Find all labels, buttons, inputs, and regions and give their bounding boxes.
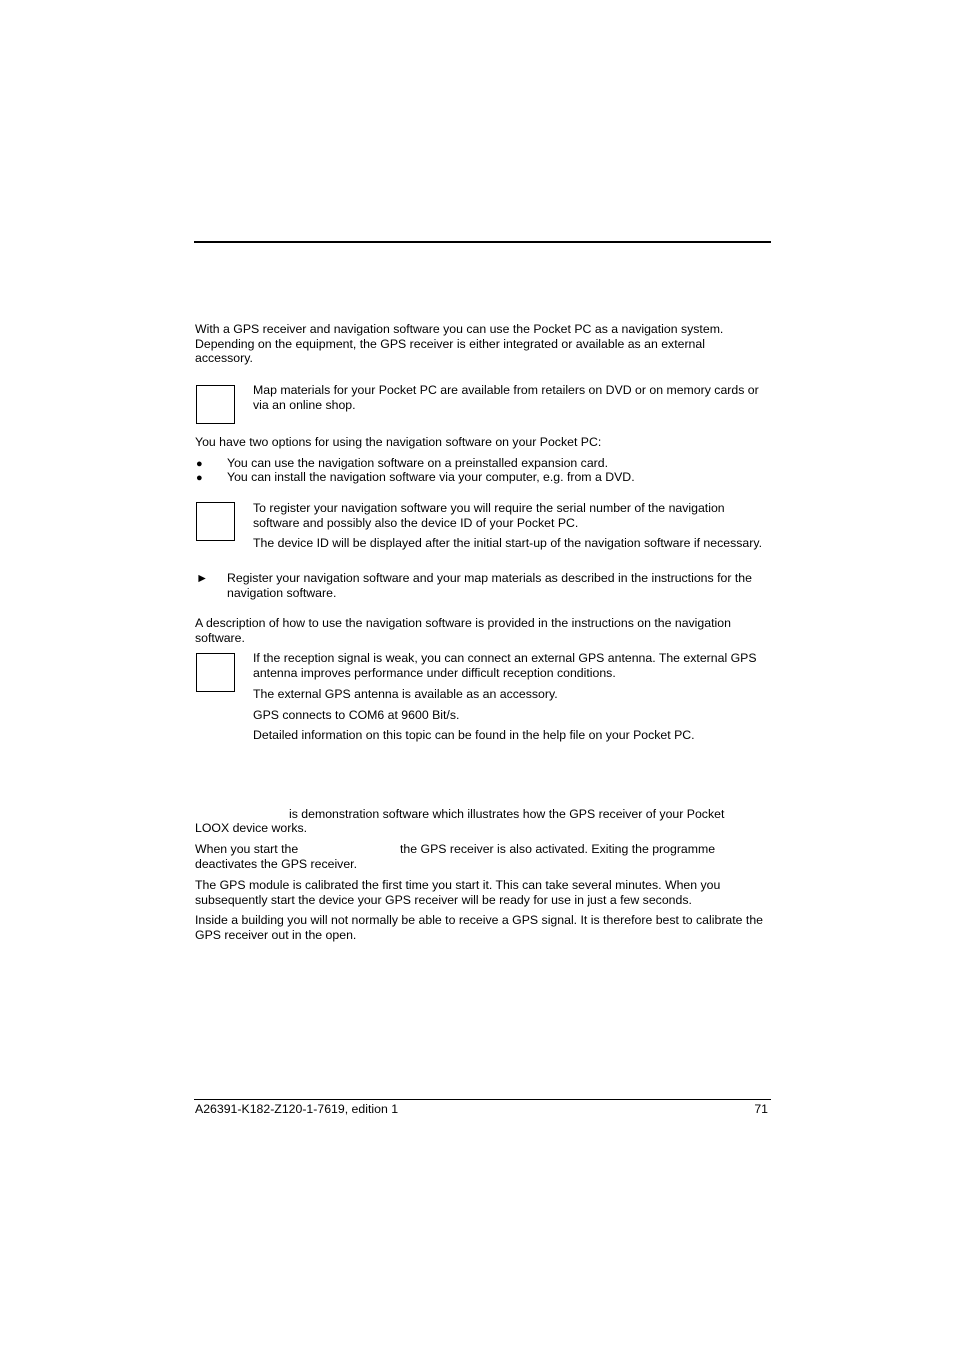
step-arrow-icon: ► (196, 571, 209, 585)
demo-start-c: deactivates the GPS receiver. (195, 857, 357, 871)
bullet-icon: ● (196, 472, 203, 484)
note2-para1: To register your navigation software you will require the serial number of the navigation software and possibly also the device ID of your Pocket PC. (253, 501, 725, 530)
demo-start-b: the GPS receiver is also activated. Exiting the programme (400, 842, 716, 856)
page-number: 71 (754, 1102, 768, 1116)
calibration-paragraph: The GPS module is calibrated the first time you start it. This can take several minutes. When you subsequently start the device your GPS receiver will be ready for use in just a few seconds. (195, 878, 721, 907)
note3-para1: If the reception signal is weak, you can connect an external GPS antenna. The external GPS antenna improves performance under difficult reception conditions. (253, 651, 757, 680)
note3-para3: GPS connects to COM6 at 9600 Bit/s. (253, 708, 460, 722)
option-item: You can use the navigation software on a preinstalled expansion card. (227, 456, 609, 470)
intro-paragraph: With a GPS receiver and navigation software you can use the Pocket PC as a navigation system. Depending on the equipment, the GPS receiver is either integrated or available as an external accessory. (195, 322, 724, 366)
options-intro: You have two options for using the navigation software on your Pocket PC: (195, 435, 602, 449)
note-icon (196, 502, 235, 541)
option-item: You can install the navigation software via your computer, e.g. from a DVD. (227, 470, 635, 484)
note3-para4: Detailed information on this topic can be found in the help file on your Pocket PC. (253, 728, 695, 742)
note-icon (196, 653, 235, 692)
note1-text: Map materials for your Pocket PC are available from retailers on DVD or on memory cards or via an online shop. (253, 383, 759, 412)
demo-line2: LOOX device works. (195, 821, 308, 835)
bullet-icon: ● (196, 458, 203, 470)
header-rule (194, 241, 771, 243)
note2-para2: The device ID will be displayed after the initial start-up of the navigation software if necessary. (253, 536, 762, 550)
footer-doc-id: A26391-K182-Z120-1-7619, edition 1 (195, 1102, 399, 1116)
description-paragraph: A description of how to use the navigation software is provided in the instructions on the navigation software. (195, 616, 731, 645)
note-icon (196, 385, 235, 424)
demo-start-a: When you start the (195, 842, 299, 856)
footer-rule (194, 1099, 771, 1100)
step-text: Register your navigation software and your map materials as described in the instructions for the navigation software. (227, 571, 752, 600)
demo-line1: is demonstration software which illustrates how the GPS receiver of your Pocket (289, 807, 725, 821)
building-paragraph: Inside a building you will not normally be able to receive a GPS signal. It is therefore best to calibrate the GPS receiver out in the open. (195, 913, 764, 942)
note3-para2: The external GPS antenna is available as an accessory. (253, 687, 558, 701)
